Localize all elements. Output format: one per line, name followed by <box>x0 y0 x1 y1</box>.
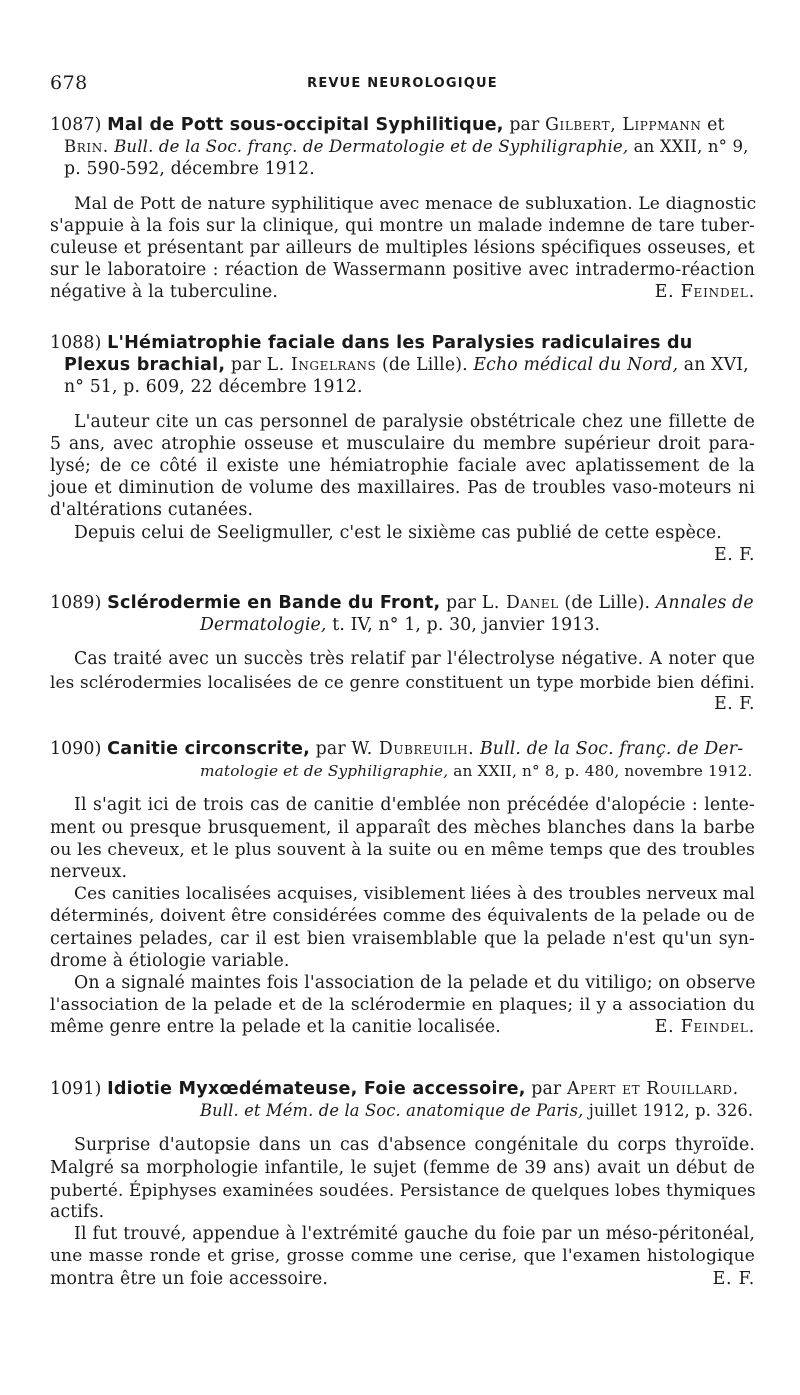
signature: E. Feindel. <box>654 282 755 303</box>
body-line: Cas traité avec un succès très relatif par l'électrolyse négative. A noter que <box>74 649 755 670</box>
journal-name: matologie et de Syphiligraphie, <box>200 762 449 781</box>
abstract-title: Plexus brachial, <box>64 355 226 376</box>
abstract-number: 1088) <box>50 333 102 353</box>
body-line: Depuis celui de Seeligmuller, c'est le sixième cas publié de cette espèce. <box>74 522 722 543</box>
body-line: puberté. Épiphyses examinées soudées. Persistance de quelques lobes thymiques <box>50 1179 756 1200</box>
body-line: Ces canities localisées acquises, visiblement liées à des troubles nerveux mal <box>74 884 755 905</box>
abstract-heading <box>50 1078 755 1100</box>
abstract-reference <box>50 760 755 782</box>
abstract-authors: W. Dubreuilh. <box>351 739 475 759</box>
body-line: certaines pelades, car il est bien vraisemblable que la pelade n'est qu'un syn- <box>50 928 755 949</box>
body-line: les sclérodermies localisées de ce genre constituent un type morbide bien défini. <box>50 671 755 692</box>
body-line: Malgré sa morphologie infantile, le sujet (femme de 39 ans) avait un début de <box>50 1157 755 1178</box>
body-line <box>50 1268 755 1290</box>
body-line: sur le laboratoire : réaction de Wassermann positive avec intradermo-réaction <box>50 260 755 281</box>
abstract-number: 1089) <box>50 593 102 613</box>
heading-text: (de Lille). <box>382 355 468 376</box>
signature: E. F. <box>714 693 755 714</box>
body-line <box>50 281 755 303</box>
journal-name: Bull. de la Soc. franç. de Der- <box>479 739 744 759</box>
reference-details: t. IV, n° 1, p. 30, janvier 1913. <box>332 615 601 636</box>
abstract-number: 1087) <box>50 115 102 135</box>
heading-text: (de Lille). <box>564 593 651 613</box>
body-line: actifs. <box>50 1202 105 1223</box>
body-line: déterminés, doivent être considérées comme des équivalents de la pelade ou de <box>50 906 755 927</box>
abstract-authors: Gilbert, Lippmann <box>545 115 702 135</box>
body-line: On a signalé maintes fois l'association de la pelade et du vitiligo; on observe <box>74 973 756 994</box>
reference-details: an XXII, n° 9, <box>633 137 749 157</box>
reference-details: p. 590-592, décembre 1912. <box>64 159 315 180</box>
body-line: Il fut trouvé, appendue à l'extrémité gauche du foie par un méso-péritonéal, <box>74 1224 755 1245</box>
heading-text: et <box>707 115 725 135</box>
abstract-title: L'Hémiatrophie faciale dans les Paralysies radiculaires du <box>107 333 693 353</box>
abstract-title: Mal de Pott sous-occipital Syphilitique, <box>107 115 504 135</box>
body-line: nerveux. <box>50 862 128 883</box>
heading-text: par <box>531 1079 562 1099</box>
abstract-heading <box>50 592 755 614</box>
body-line: culeuse et présentant par ailleurs de multiples lésions spécifiques osseuses, et <box>50 238 755 259</box>
reference-details: juillet 1912, p. 326. <box>588 1101 754 1121</box>
body-line: ment ou presque brusquement, il apparaît des mèches blanches dans la barbe <box>50 817 755 838</box>
reference-details: n° 51, p. 609, 22 décembre 1912. <box>64 377 363 398</box>
body-line: s'appuie à la fois sur la clinique, qui montre un malade indemne de tare tuber- <box>50 215 755 236</box>
body-line: Mal de Pott de nature syphilitique avec menace de subluxation. Le diagnostic <box>74 193 757 214</box>
journal-name: Echo médical du Nord, <box>473 355 679 376</box>
body-line: lysé; de ce côté il existe une hémiatrophie faciale avec aplatissement de la <box>50 456 755 477</box>
abstract-heading <box>50 114 755 136</box>
abstract-heading <box>50 332 755 354</box>
body-line: Il s'agit ici de trois cas de canitie d'emblée non précédée d'alopécie : lente- <box>74 795 755 816</box>
body-text: montra être un foie accessoire. <box>50 1268 329 1289</box>
abstract-heading <box>50 738 755 760</box>
abstract-1091 <box>50 1078 755 1290</box>
heading-text: par <box>509 115 540 135</box>
abstract-title: Canitie circonscrite, <box>107 739 310 759</box>
abstract-number: 1090) <box>50 739 102 759</box>
body-line: joue et diminution de volume des maxillaires. Pas de troubles vaso-moteurs ni <box>50 478 755 499</box>
abstract-number: 1091) <box>50 1079 102 1099</box>
abstract-1088 <box>50 332 755 566</box>
body-text: négative à la tuberculine. <box>50 282 279 303</box>
heading-text: par <box>315 739 346 759</box>
abstract-reference <box>50 136 755 158</box>
signature: E. F. <box>714 544 755 565</box>
reference-details: an XVI, <box>683 355 749 376</box>
body-line <box>50 1016 755 1038</box>
body-line: Surprise d'autopsie dans un cas d'absence congénitale du corps thyroïde. <box>74 1135 755 1156</box>
body-line: L'auteur cite un cas personnel de paralysie obstétricale chez une fillette de <box>74 411 755 432</box>
heading-text: par <box>230 355 261 376</box>
body-line: d'altérations cutanées. <box>50 500 254 521</box>
journal-name: Dermatologie, <box>200 615 327 636</box>
signature: E. F. <box>712 1268 755 1289</box>
reference-details: an XXII, n° 8, p. 480, novembre 1912. <box>453 762 753 781</box>
signature: E. Feindel. <box>654 1017 755 1038</box>
abstract-1090 <box>50 738 755 1039</box>
journal-name: Bull. de la Soc. franç. de Dermatologie et de Syphiligraphie, <box>114 137 629 157</box>
running-title: REVUE NEUROLOGIQUE <box>307 76 498 91</box>
journal-name: Annales de <box>655 593 754 613</box>
abstract-authors: L. Ingelrans <box>266 355 377 376</box>
body-line: ou les cheveux, et le plus souvent à la suite ou en même temps que des troubles <box>50 839 755 860</box>
abstract-1087 <box>50 114 755 304</box>
abstract-reference <box>50 614 755 636</box>
body-line: l'association de la pelade et de la sclérodermie en plaques; il y a association du <box>50 995 755 1016</box>
body-text: même genre entre la pelade et la canitie localisée. <box>50 1017 501 1038</box>
abstract-reference <box>50 354 755 376</box>
page-header <box>50 72 755 94</box>
abstract-authors: Apert et Rouillard. <box>566 1079 739 1099</box>
abstract-reference <box>50 1100 755 1122</box>
abstract-title: Idiotie Myxœdémateuse, Foie accessoire, <box>107 1079 526 1099</box>
abstract-1089 <box>50 592 755 715</box>
journal-name: Bull. et Mém. de la Soc. anatomique de Paris, <box>200 1101 584 1121</box>
body-line: une masse ronde et grise, grosse comme une cerise, que l'examen histologique <box>50 1246 755 1267</box>
page-number: 678 <box>50 72 88 94</box>
heading-text: par <box>446 593 477 613</box>
body-line: 5 ans, avec atrophie osseuse et musculaire du membre supérieur droit para- <box>50 433 755 454</box>
abstract-authors: L. Danel <box>481 593 559 613</box>
abstract-title: Sclérodermie en Bande du Front, <box>107 593 441 613</box>
body-line: drome à étiologie variable. <box>50 950 290 971</box>
abstract-authors: Brin. <box>64 137 109 157</box>
